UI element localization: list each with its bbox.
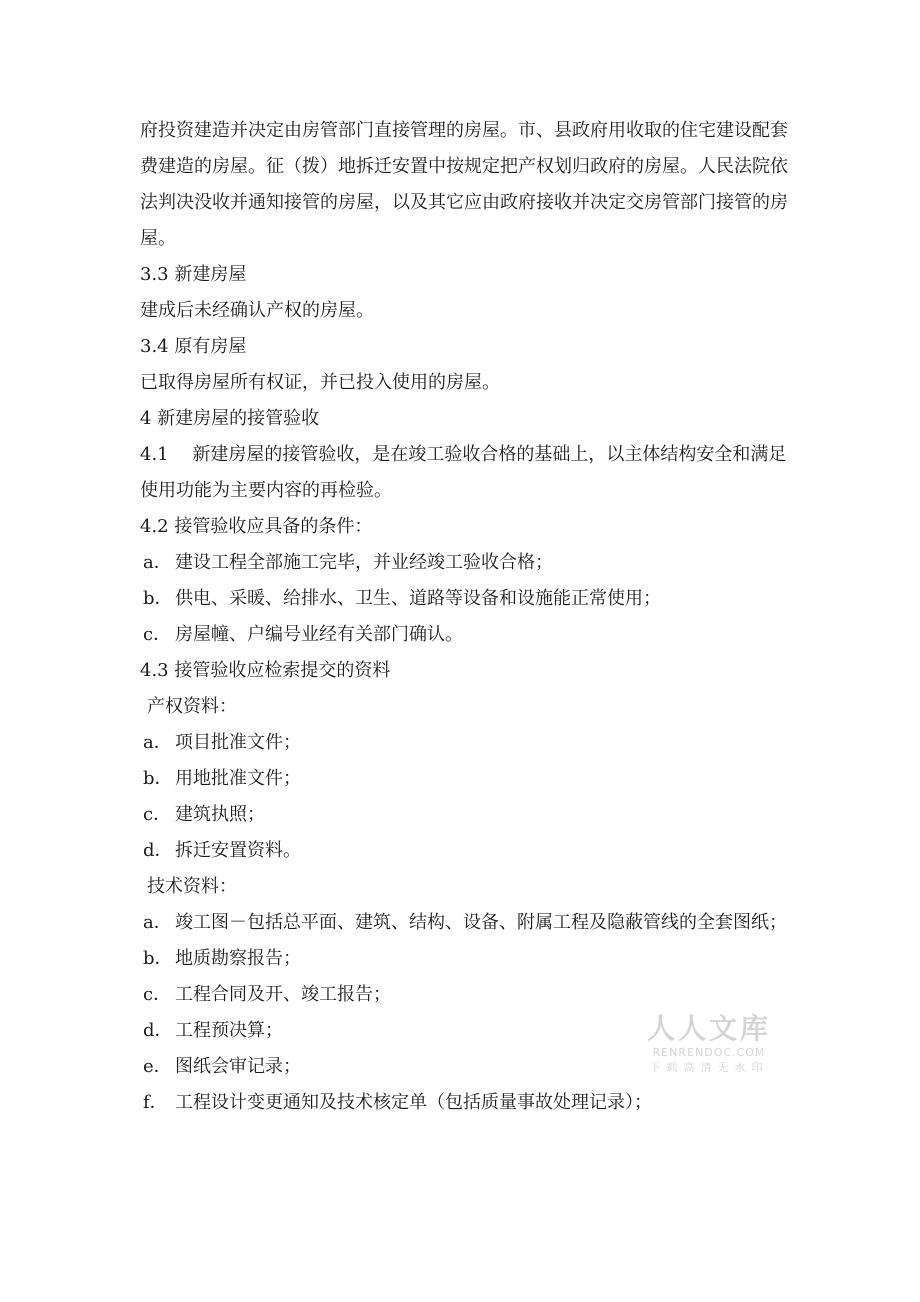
list-marker: d． <box>143 840 173 861</box>
list-item-text: 供电、采暖、给排水、卫生、道路等设备和设施能正常使用； <box>175 588 661 609</box>
list-item-text: 拆迁安置资料。 <box>175 840 301 861</box>
list-item-text: 工程合同及开、竣工报告； <box>175 984 391 1005</box>
list-item <box>140 761 790 797</box>
list-marker: b． <box>143 768 173 789</box>
list-marker: c． <box>143 624 172 645</box>
list-marker: b． <box>143 588 173 609</box>
property-docs-heading: 产权资料： <box>147 696 237 717</box>
list-item-text: 地质勘察报告； <box>175 948 301 969</box>
list-item <box>140 1085 790 1121</box>
list-item <box>140 725 790 761</box>
list-item <box>140 941 790 977</box>
section-4-2-heading: 4.2 接管验收应具备的条件： <box>140 516 373 537</box>
list-marker: a． <box>143 912 172 933</box>
list-item <box>140 581 790 617</box>
list-item-text: 房屋幢、户编号业经有关部门确认。 <box>175 624 463 645</box>
list-item-text: 建筑执照； <box>175 804 265 825</box>
list-item <box>140 905 790 941</box>
list-item-text: 工程预决算； <box>175 1020 283 1041</box>
document-body <box>140 113 790 1121</box>
section-4-3-heading: 4.3 接管验收应检索提交的资料 <box>140 660 391 681</box>
technical-docs-heading: 技术资料： <box>147 876 237 897</box>
list-marker: b． <box>143 948 173 969</box>
watermark-logo: 人人文库 <box>646 1012 771 1045</box>
watermark-url: RENRENDOC.COM <box>652 1046 766 1059</box>
watermark-subtitle: 下载高清无水印 <box>649 1061 769 1074</box>
list-marker: a． <box>143 552 172 573</box>
section-3-3-heading: 3.3 新建房屋 <box>140 264 247 285</box>
conditions-list <box>140 545 790 653</box>
list-item-text: 用地批准文件； <box>175 768 301 789</box>
list-item-text: 项目批准文件； <box>175 732 301 753</box>
list-item <box>140 617 790 653</box>
list-item <box>140 545 790 581</box>
list-marker: c． <box>143 804 172 825</box>
list-item-text: 工程设计变更通知及技术核定单（包括质量事故处理记录）； <box>175 1092 652 1113</box>
list-item-text: 图纸会审记录； <box>175 1056 301 1077</box>
list-item <box>140 977 790 1013</box>
list-marker: d． <box>143 1020 173 1041</box>
list-marker: a． <box>143 732 172 753</box>
list-marker: c． <box>143 984 172 1005</box>
list-marker: e． <box>143 1056 172 1077</box>
section-3-4-heading: 3.4 原有房屋 <box>140 336 247 357</box>
section-3-4-text: 已取得房屋所有权证，并已投入使用的房屋。 <box>140 372 500 393</box>
list-item-text: 竣工图－包括总平面、建筑、结构、设备、附属工程及隐蔽管线的全套图纸； <box>175 912 787 933</box>
list-marker: f． <box>143 1092 168 1113</box>
list-item <box>140 797 790 833</box>
section-4-heading: 4 新建房屋的接管验收 <box>140 408 320 429</box>
watermark <box>644 1012 774 1076</box>
property-docs-list <box>140 725 790 869</box>
section-4-1-text: 4.1 新建房屋的接管验收，是在竣工验收合格的基础上，以主体结构安全和满足使用功能为主要内容的再检验。 <box>140 444 787 501</box>
section-3-3-text: 建成后未经确认产权的房屋。 <box>140 300 374 321</box>
list-item <box>140 833 790 869</box>
intro-paragraph: 府投资建造并决定由房管部门直接管理的房屋。市、县政府用收取的住宅建设配套费建造的房屋。征（拨）地拆迁安置中按规定把产权划归政府的房屋。人民法院依法判决没收并通知接管的房屋，以及其它应由政府接收并决定交房管部门接管的房屋。 <box>140 120 788 249</box>
list-item-text: 建设工程全部施工完毕，并业经竣工验收合格； <box>175 552 553 573</box>
